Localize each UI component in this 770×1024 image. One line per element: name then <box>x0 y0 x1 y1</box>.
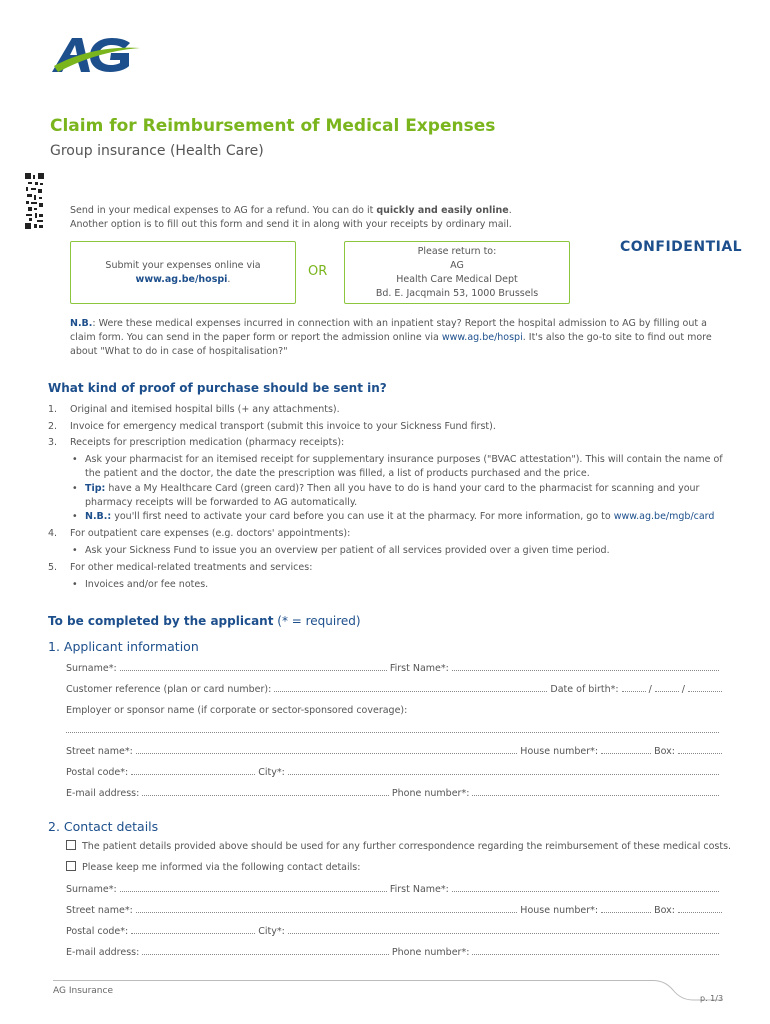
contact-surname-field[interactable] <box>120 890 387 892</box>
list-item: Original and itemised hospital bills (+ any attachments). <box>70 404 340 415</box>
footer-line <box>53 980 723 1004</box>
checkbox-same-details[interactable] <box>66 840 76 850</box>
bullet-item: Ask your Sickness Fund to issue you an overview per patient of all services provided over a given time period. <box>85 545 610 556</box>
row-contact-postal: Postal code*: City*: <box>66 923 722 937</box>
bullet-item: Invoices and/or fee notes. <box>85 579 209 590</box>
hospi-link-2[interactable]: www.ag.be/hospi <box>441 332 523 343</box>
surname-field[interactable] <box>120 669 387 671</box>
house-number-field[interactable] <box>601 752 651 754</box>
nb-note: N.B.: Were these medical expenses incurred in connection with an inpatient stay? Report the hospital admission to AG by filling out a claim form. You can send in the paper form or report the admission online via www.ag.be/hospi. It's also the go-to site to find out more about "What to do in case of hospitalisation?" <box>70 318 712 357</box>
row-contact-name: Surname*: First Name*: <box>66 881 722 895</box>
contact-postal-field[interactable] <box>131 932 255 934</box>
mgb-card-link[interactable]: www.ag.be/mgb/card <box>613 511 715 522</box>
or-label: OR <box>308 264 328 279</box>
page-number: p. 1/3 <box>700 994 724 1003</box>
qr-code <box>25 173 44 229</box>
row-contact-street: Street name*: House number*: Box: <box>66 902 722 916</box>
bullet-item: Ask your pharmacist for an itemised receipt for supplementary insurance purposes ("BVAC attestation"). This will contain the name of the patient and the doctor, the date the prescription was filled, a list of products purchased and the price. <box>85 454 723 479</box>
confidential-label: CONFIDENTIAL <box>620 239 743 255</box>
row-street: Street name*: House number*: Box: <box>66 743 722 757</box>
row-postal: Postal code*: City*: <box>66 764 722 778</box>
checkbox-other-details-label: Please keep me informed via the following contact details: <box>82 862 361 873</box>
row-email: E-mail address: Phone number*: <box>66 785 722 799</box>
checkbox-other-details[interactable] <box>66 861 76 871</box>
section-contact: 2. Contact details <box>48 819 159 834</box>
row-contact-email: E-mail address: Phone number*: <box>66 944 722 958</box>
city-field[interactable] <box>288 773 719 775</box>
first-name-field[interactable] <box>452 669 719 671</box>
street-field[interactable] <box>136 752 518 754</box>
online-submit-box: Submit your expenses online via www.ag.be/hospi. <box>70 241 296 304</box>
list-item: For other medical-related treatments and services: <box>70 562 313 573</box>
employer-field[interactable] <box>66 731 719 733</box>
email-field[interactable] <box>142 794 389 796</box>
return-address-box: Please return to: AG Health Care Medical Dept Bd. E. Jacqmain 53, 1000 Brussels <box>344 241 570 304</box>
checkbox-same-details-label: The patient details provided above should be used for any further correspondence regarding the reimbursement of these medical costs. <box>82 841 732 852</box>
contact-city-field[interactable] <box>288 932 719 934</box>
row-ref: Customer reference (plan or card number): Date of birth*: / / <box>66 681 722 695</box>
bullet-item: Tip: have a My Healthcare Card (green card)? Then all you have to do is hand your card to the pharmacist for scanning and your pharmacy receipts will be forwarded to AG automatically. <box>85 483 700 508</box>
row-employer: Employer or sponsor name (if corporate or sector-sponsored coverage): <box>66 705 408 716</box>
intro-text: Send in your medical expenses to AG for a refund. You can do it quickly and easily online. Another option is to fill out this form and send it in along with your receipts by ordinary mail. <box>70 205 512 230</box>
list-item: For outpatient care expenses (e.g. doctors' appointments): <box>70 528 351 539</box>
row-name: Surname*: First Name*: <box>66 660 722 674</box>
page-title: Claim for Reimbursement of Medical Expenses <box>50 116 496 136</box>
contact-box-field[interactable] <box>678 911 722 913</box>
proof-heading: What kind of proof of purchase should be sent in? <box>48 381 387 395</box>
section-applicant-info: 1. Applicant information <box>48 639 199 654</box>
bullet-item: N.B.: you'll first need to activate your card before you can use it at the pharmacy. For more information, go to www.ag.be/mgb/card <box>85 511 715 522</box>
list-item: Invoice for emergency medical transport (submit this invoice to your Sickness Fund first). <box>70 421 496 432</box>
contact-email-field[interactable] <box>142 953 389 955</box>
dob-day-field[interactable] <box>622 690 646 692</box>
phone-field[interactable] <box>472 794 719 796</box>
contact-phone-field[interactable] <box>472 953 719 955</box>
postal-code-field[interactable] <box>131 773 255 775</box>
box-field[interactable] <box>678 752 722 754</box>
contact-street-field[interactable] <box>136 911 518 913</box>
row-employer-line <box>66 722 722 736</box>
dob-year-field[interactable] <box>688 690 722 692</box>
customer-ref-field[interactable] <box>274 690 547 692</box>
dob-month-field[interactable] <box>655 690 679 692</box>
contact-house-field[interactable] <box>601 911 651 913</box>
list-item: Receipts for prescription medication (pharmacy receipts): <box>70 437 345 448</box>
ag-logo <box>50 34 142 74</box>
hospi-link[interactable]: www.ag.be/hospi <box>135 273 228 285</box>
applicant-heading: To be completed by the applicant (* = required) <box>48 614 361 628</box>
footer-company: AG Insurance <box>53 986 113 996</box>
page-subtitle: Group insurance (Health Care) <box>50 143 264 159</box>
contact-first-name-field[interactable] <box>452 890 719 892</box>
